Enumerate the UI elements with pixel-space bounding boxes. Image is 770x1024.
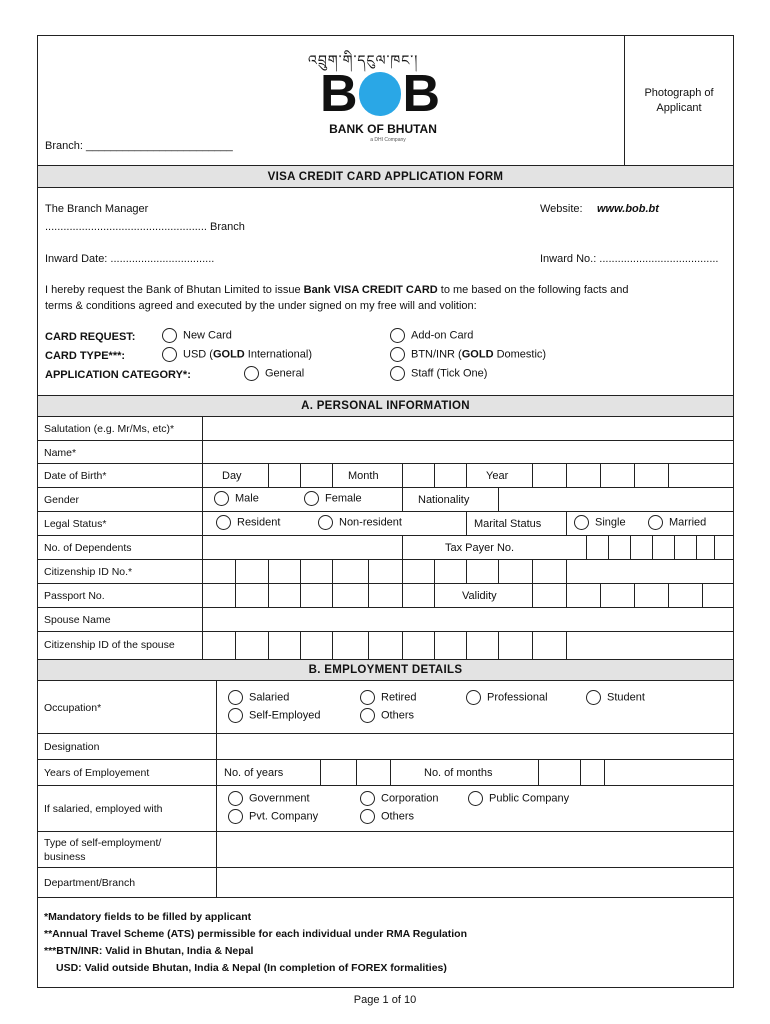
divider [434,584,435,607]
divider [498,632,499,659]
divider [235,632,236,659]
radio-icon[interactable] [360,690,375,705]
pvt-company-option[interactable]: Pvt. Company [228,809,318,824]
divider [202,488,203,511]
radio-icon[interactable] [360,809,375,824]
salaried-option[interactable]: Salaried [228,690,289,705]
divider [566,512,567,535]
spouse-cid-label: Citizenship ID of the spouse [44,639,175,651]
divider [202,632,203,659]
public-company-option[interactable]: Public Company [468,791,569,806]
female-option[interactable]: Female [304,491,362,506]
no-months-label: No. of months [424,767,493,779]
divider [600,464,601,487]
others-employer-option[interactable]: Others [360,809,414,824]
divider [498,560,499,583]
validity-label: Validity [462,590,497,602]
divider [600,584,601,607]
request-text-line2: terms & conditions agreed and executed by the under signed on my free will and volition: [45,300,477,312]
divider [634,584,635,607]
radio-icon[interactable] [228,809,243,824]
divider [668,584,669,607]
divider [566,560,567,583]
divider [202,560,203,583]
resident-option[interactable]: Resident [216,515,280,530]
radio-icon[interactable] [390,366,405,381]
branch-field[interactable]: Branch: ________________________ [45,140,233,152]
branch-line[interactable]: ..................................................... Branch [45,221,245,233]
radio-icon[interactable] [586,690,601,705]
radio-icon[interactable] [162,347,177,362]
divider [532,632,533,659]
radio-icon[interactable] [244,366,259,381]
married-option[interactable]: Married [648,515,706,530]
page-number: Page 1 of 10 [353,994,417,1006]
citizenship-label: Citizenship ID No.* [44,566,133,578]
years-employment-row [38,760,733,786]
tax-payer-label: Tax Payer No. [445,542,515,554]
divider [402,536,403,559]
designation-label: Designation [44,741,100,753]
section-a-title: A. PERSONAL INFORMATION [38,395,733,417]
radio-icon[interactable] [466,690,481,705]
radio-icon[interactable] [228,690,243,705]
nationality-label: Nationality [418,494,470,506]
day-label: Day [222,470,242,482]
designation-row [38,734,733,760]
divider [674,536,675,559]
non-resident-option[interactable]: Non-resident [318,515,402,530]
photo-label: Photograph of Applicant [644,87,714,114]
male-option[interactable]: Male [214,491,259,506]
divider [532,584,533,607]
divider [320,760,321,785]
divider [300,464,301,487]
radio-icon[interactable] [648,515,663,530]
divider [402,560,403,583]
divider [235,584,236,607]
divider [368,584,369,607]
government-option[interactable]: Government [228,791,310,806]
divider [714,536,715,559]
divider [466,632,467,659]
radio-icon[interactable] [228,708,243,723]
salutation-row [38,417,733,441]
marital-status-label: Marital Status [474,518,542,530]
divider [402,488,403,511]
bank-name: BANK OF BHUTAN [329,122,437,136]
divider [216,832,217,867]
note-ats: **Annual Travel Scheme (ATS) permissible for each individual under RMA Regulation [44,928,467,940]
divider [466,560,467,583]
radio-icon[interactable] [304,491,319,506]
divider [532,560,533,583]
addressee: The Branch Manager [45,203,149,215]
form-title: VISA CREDIT CARD APPLICATION FORM [38,166,733,188]
radio-icon[interactable] [360,791,375,806]
divider [566,584,567,607]
note-btn: ***BTN/INR: Valid in Bhutan, India & Nepal [44,945,254,957]
radio-icon[interactable] [468,791,483,806]
staff-option[interactable]: Staff (Tick One) [390,366,487,381]
card-type-label: CARD TYPE***: [45,350,126,362]
card-request-label: CARD REQUEST: [45,331,136,343]
radio-icon[interactable] [318,515,333,530]
divider [402,584,403,607]
legal-status-row [38,512,733,536]
divider [268,632,269,659]
legal-status-label: Legal Status* [44,518,107,530]
usd-option[interactable]: USD (GOLD International) [162,347,312,362]
dob-label: Date of Birth* [44,470,107,482]
form-header [38,36,733,166]
student-option[interactable]: Student [586,690,645,705]
department-label: Department/Branch [44,877,136,889]
request-text: I hereby request the Bank of Bhutan Limited to issue Bank VISA CREDIT CARD to me based on the following facts and [45,284,629,296]
divider [566,464,567,487]
professional-option[interactable]: Professional [466,690,548,705]
gender-row [38,488,733,512]
photo-box[interactable] [624,36,733,166]
corporation-option[interactable]: Corporation [360,791,438,806]
retired-option[interactable]: Retired [360,690,416,705]
spouse-name-row [38,608,733,632]
divider [202,584,203,607]
new-card-option[interactable]: New Card [162,328,232,343]
divider [216,760,217,785]
divider [702,584,703,607]
dependents-row [38,536,733,560]
category-label: APPLICATION CATEGORY*: [45,369,191,381]
divider [332,464,333,487]
divider [466,512,467,535]
department-row [38,868,733,898]
divider [216,681,217,733]
divider [202,441,203,463]
divider [300,584,301,607]
divider [202,608,203,631]
divider [300,560,301,583]
year-label: Year [486,470,509,482]
divider [668,464,669,487]
divider [608,536,609,559]
divider [368,632,369,659]
divider [634,464,635,487]
occupation-label: Occupation* [44,702,102,714]
divider [368,560,369,583]
form-frame [37,35,734,988]
divider [652,536,653,559]
radio-icon[interactable] [214,491,229,506]
radio-icon[interactable] [162,328,177,343]
section-b-title: B. EMPLOYMENT DETAILS [38,659,733,681]
others-option[interactable]: Others [360,708,414,723]
name-label: Name* [44,447,77,459]
divider [402,632,403,659]
divider [604,760,605,785]
divider [202,512,203,535]
passport-label: Passport No. [44,590,105,602]
gender-label: Gender [44,494,80,506]
divider [402,464,403,487]
salutation-label: Salutation (e.g. Mr/Ms, etc)* [44,423,175,435]
radio-icon[interactable] [360,708,375,723]
dependents-label: No. of Dependents [44,542,132,554]
dzongkha-title: འབྲུག་གི་དངུལ་ཁང་། [308,52,419,68]
inward-no-field[interactable]: Inward No.: ....................................... [540,253,719,265]
divider [696,536,697,559]
self-employment-row [38,832,733,868]
years-employment-label: Years of Employement [44,767,150,779]
citizenship-row [38,560,733,584]
bob-logo: B B [320,65,440,123]
divider [434,560,435,583]
footnotes [44,909,467,977]
divider [202,417,203,440]
radio-icon[interactable] [216,515,231,530]
divider [300,632,301,659]
divider [332,560,333,583]
month-label: Month [348,470,379,482]
divider [630,536,631,559]
divider [332,632,333,659]
divider [566,632,567,659]
spouse-name-label: Spouse Name [44,614,111,626]
dob-row [38,464,733,488]
no-years-label: No. of years [224,767,284,779]
divider [332,584,333,607]
divider [498,488,499,511]
divider [268,464,269,487]
divider [434,632,435,659]
salaried-with-row [38,786,733,832]
addon-card-option[interactable]: Add-on Card [390,328,473,343]
spouse-cid-row [38,632,733,659]
name-row [38,441,733,464]
divider [532,464,533,487]
occupation-row [38,681,733,734]
divider [390,760,391,785]
divider [216,868,217,897]
single-option[interactable]: Single [574,515,626,530]
radio-icon[interactable] [390,347,405,362]
self-employment-label: Type of self-employment/ business [44,837,162,863]
note-usd: USD: Valid outside Bhutan, India & Nepal (In completion of FOREX formalities) [56,962,447,974]
divider [538,760,539,785]
divider [580,760,581,785]
divider [586,536,587,559]
divider [216,786,217,831]
website-label: Website: [540,203,583,215]
divider [216,734,217,759]
divider [268,560,269,583]
divider [268,584,269,607]
self-employed-option[interactable]: Self-Employed [228,708,321,723]
radio-icon[interactable] [228,791,243,806]
inward-date-field[interactable]: Inward Date: .................................. [45,253,215,265]
btn-option[interactable]: BTN/INR (GOLD Domestic) [390,347,546,362]
radio-icon[interactable] [390,328,405,343]
divider [356,760,357,785]
general-option[interactable]: General [244,366,304,381]
divider [235,560,236,583]
divider [466,464,467,487]
radio-icon[interactable] [574,515,589,530]
passport-row [38,584,733,608]
divider [434,464,435,487]
divider [202,464,203,487]
divider [202,536,203,559]
bank-tagline: a DHI Company [370,137,406,143]
note-mandatory: *Mandatory fields to be filled by applicant [44,911,252,923]
salaried-with-label: If salaried, employed with [44,803,163,815]
website-link[interactable]: www.bob.bt [597,203,659,215]
